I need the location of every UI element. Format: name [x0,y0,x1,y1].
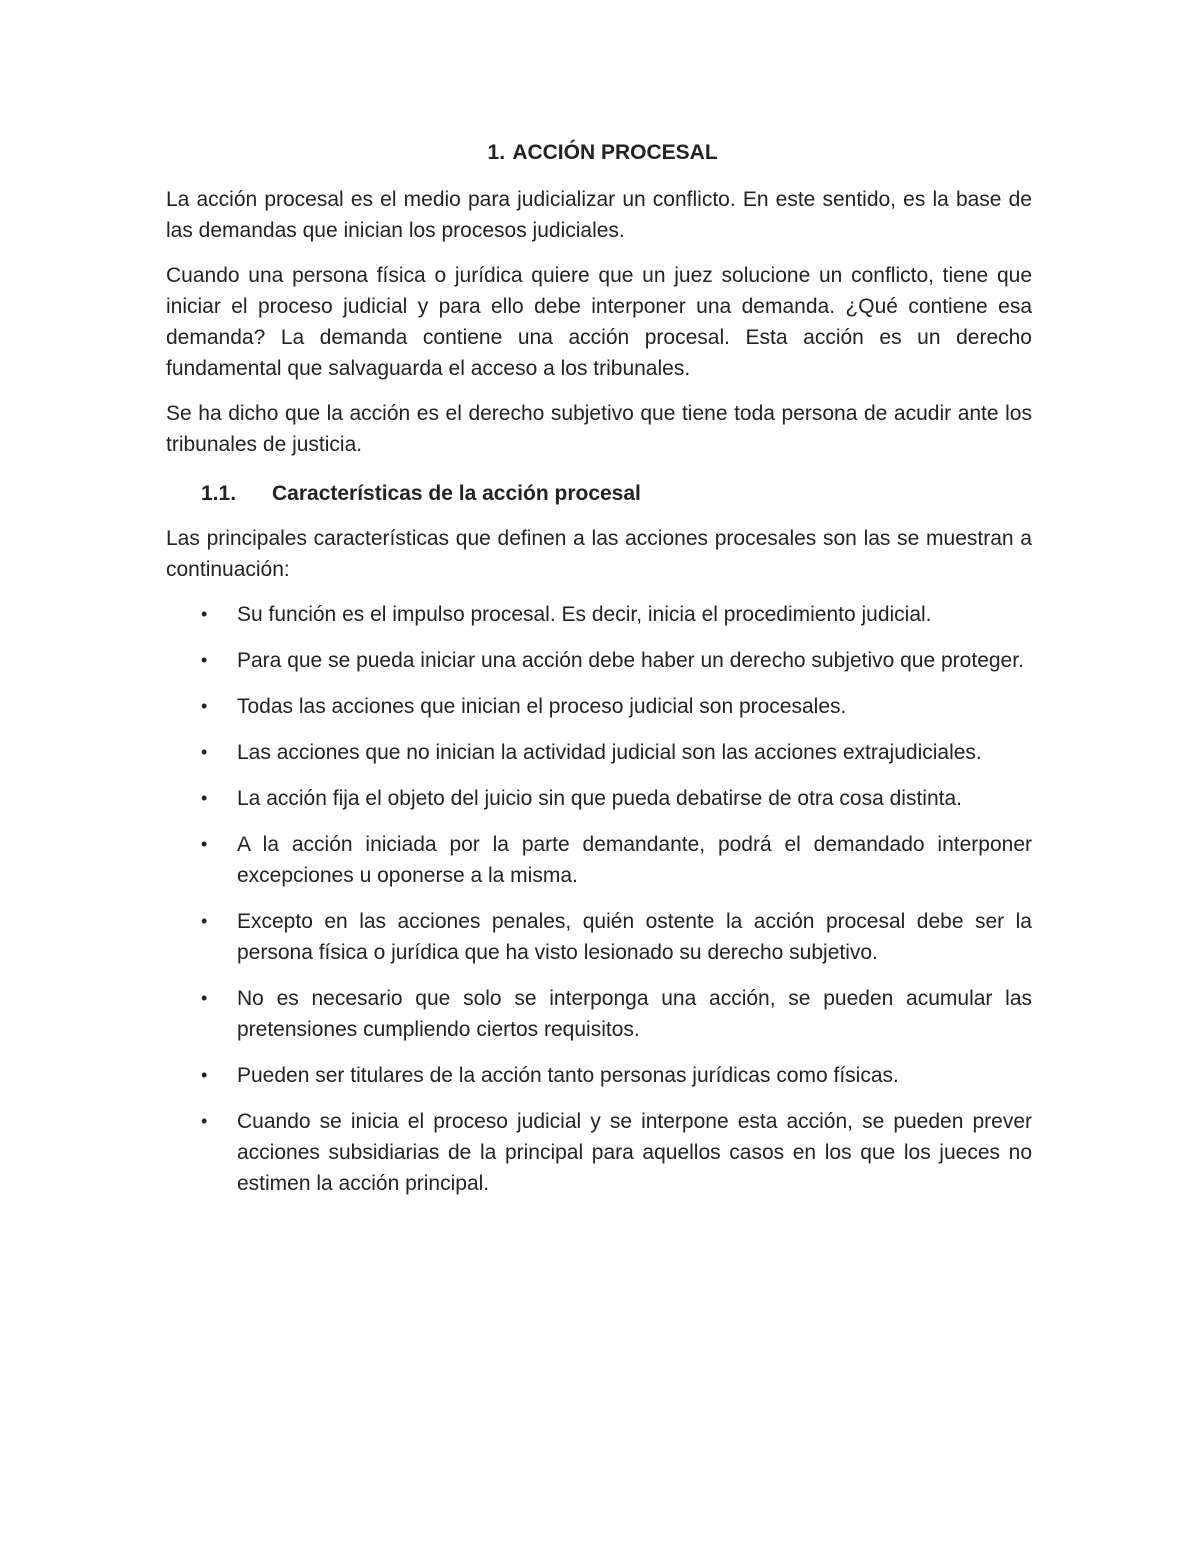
list-item-text: Las acciones que no inician la actividad judicial son las acciones extrajudiciales. [237,741,982,764]
section-number: 1. [487,141,506,164]
list-item-text: No es necesario que solo se interponga una acción, se pueden acumular las pretensiones cumpliendo ciertos requisitos. [237,987,1032,1041]
bullet-icon: • [201,788,208,808]
list-item [166,691,1032,722]
paragraph: Se ha dicho que la acción es el derecho subjetivo que tiene toda persona de acudir ante los tribunales de justicia. [166,402,1032,456]
characteristics-list [166,599,1032,1199]
document-body [166,136,1032,1214]
paragraph: Cuando una persona física o jurídica quiere que un juez solucione un conflicto, tiene que iniciar el proceso judicial y para ello debe interponer una demanda. ¿Qué contiene esa demanda? La demanda contiene una acción procesal. Esta acción es un derecho fundamental que salvaguarda el acceso a los tribunales. [166,264,1032,380]
bullet-icon: • [201,834,208,854]
subsection-number: 1.1. [201,482,237,505]
subsection-heading [166,478,1032,509]
bullet-icon: • [201,742,208,762]
list-item-text: A la acción iniciada por la parte demandante, podrá el demandado interponer excepciones u oponerse a la misma. [237,833,1032,887]
list-item [166,783,1032,814]
list-item-text: Para que se pueda iniciar una acción debe haber un derecho subjetivo que proteger. [237,649,1024,672]
list-item [166,829,1032,891]
subsection-title: Características de la acción procesal [272,482,641,505]
list-item-text: Excepto en las acciones penales, quién ostente la acción procesal debe ser la persona física o jurídica que ha visto lesionado su derecho subjetivo. [237,910,1032,964]
bullet-icon: • [201,604,208,624]
list-item-text: Pueden ser titulares de la acción tanto personas jurídicas como físicas. [237,1064,899,1087]
section-title: ACCIÓN PROCESAL [512,141,718,164]
list-item-text: Su función es el impulso procesal. Es decir, inicia el procedimiento judicial. [237,603,932,626]
bullet-icon: • [201,696,208,716]
bullet-icon: • [201,1111,208,1131]
list-item-text: Todas las acciones que inician el proceso judicial son procesales. [237,695,847,718]
list-item [166,983,1032,1045]
paragraph: La acción procesal es el medio para judicializar un conflicto. En este sentido, es la base de las demandas que inician los procesos judiciales. [166,188,1032,242]
list-item [166,645,1032,676]
list-item [166,737,1032,768]
list-item-text: La acción fija el objeto del juicio sin que pueda debatirse de otra cosa distinta. [237,787,962,810]
bullet-icon: • [201,988,208,1008]
list-item [166,1106,1032,1199]
list-item [166,906,1032,968]
bullet-icon: • [201,650,208,670]
list-item [166,1060,1032,1091]
bullet-icon: • [201,1065,208,1085]
intro-paragraph: Las principales características que definen a las acciones procesales son las se muestran a continuación: [166,527,1032,581]
section-heading [166,136,1032,170]
bullet-icon: • [201,911,208,931]
list-item-text: Cuando se inicia el proceso judicial y se interpone esta acción, se pueden prever acciones subsidiarias de la principal para aquellos casos en los que los jueces no estimen la acción principal. [237,1110,1032,1195]
list-item [166,599,1032,630]
